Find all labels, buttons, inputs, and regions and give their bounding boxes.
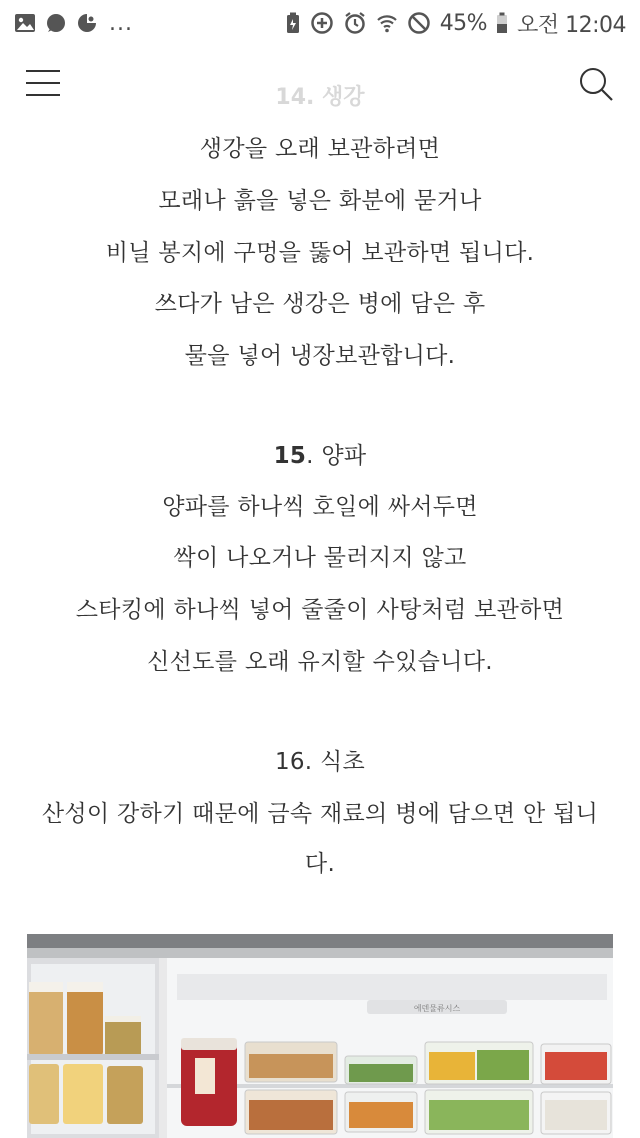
do-not-disturb-icon <box>407 11 431 35</box>
ginger-line-2: 모래나 흙을 넣은 화분에 묻거나 <box>158 188 482 214</box>
section-heading-vinegar: 16. 식초 <box>274 749 366 775</box>
clock: 오전 12:04 <box>517 12 626 38</box>
status-bar <box>0 0 640 46</box>
wifi-icon <box>376 12 398 34</box>
status-left-icons <box>14 11 133 36</box>
vinegar-line-1: 산성이 강하기 때문에 금속 재료의 병에 담으면 안 됩니 <box>41 801 599 827</box>
data-saver-icon <box>310 11 334 35</box>
battery-icon <box>496 12 508 34</box>
onion-line-1: 양파를 하나씩 호일에 싸서두면 <box>162 494 478 520</box>
ginger-line-1: 생강을 오래 보관하려면 <box>199 136 441 162</box>
onion-heading-text: . 양파 <box>306 443 367 469</box>
ginger-line-4: 쓰다가 남은 생강은 병에 담은 후 <box>154 291 486 317</box>
app-notification-icon <box>76 13 98 33</box>
gallery-icon <box>14 13 36 33</box>
onion-line-2: 싹이 나오거나 물러지지 않고 <box>173 545 467 571</box>
ginger-line-5: 물을 넣어 냉장보관합니다. <box>184 343 456 369</box>
battery-percent: 45% <box>439 10 488 36</box>
onion-line-3: 스타킹에 하나씩 넣어 줄줄이 사탕처럼 보관하면 <box>75 597 565 623</box>
chat-bubble-icon <box>45 13 67 33</box>
section-heading-ginger: 14. 생강 <box>275 85 365 110</box>
status-right-icons <box>285 8 626 39</box>
battery-saver-icon <box>285 12 301 34</box>
ginger-line-3: 비닐 봉지에 구멍을 뚫어 보관하면 됩니다. <box>105 240 535 266</box>
section-heading-onion <box>0 437 640 470</box>
vinegar-line-2: 다. <box>304 851 336 877</box>
refrigerator-photo <box>27 934 613 1138</box>
alarm-icon <box>343 11 367 35</box>
onion-heading-number: 15 <box>273 443 307 469</box>
fridge-label: 에덴물류시스 <box>413 1004 461 1013</box>
more-notifications-indicator: ... <box>109 10 133 36</box>
onion-line-4: 신선도를 오래 유지할 수있습니다. <box>147 649 493 675</box>
